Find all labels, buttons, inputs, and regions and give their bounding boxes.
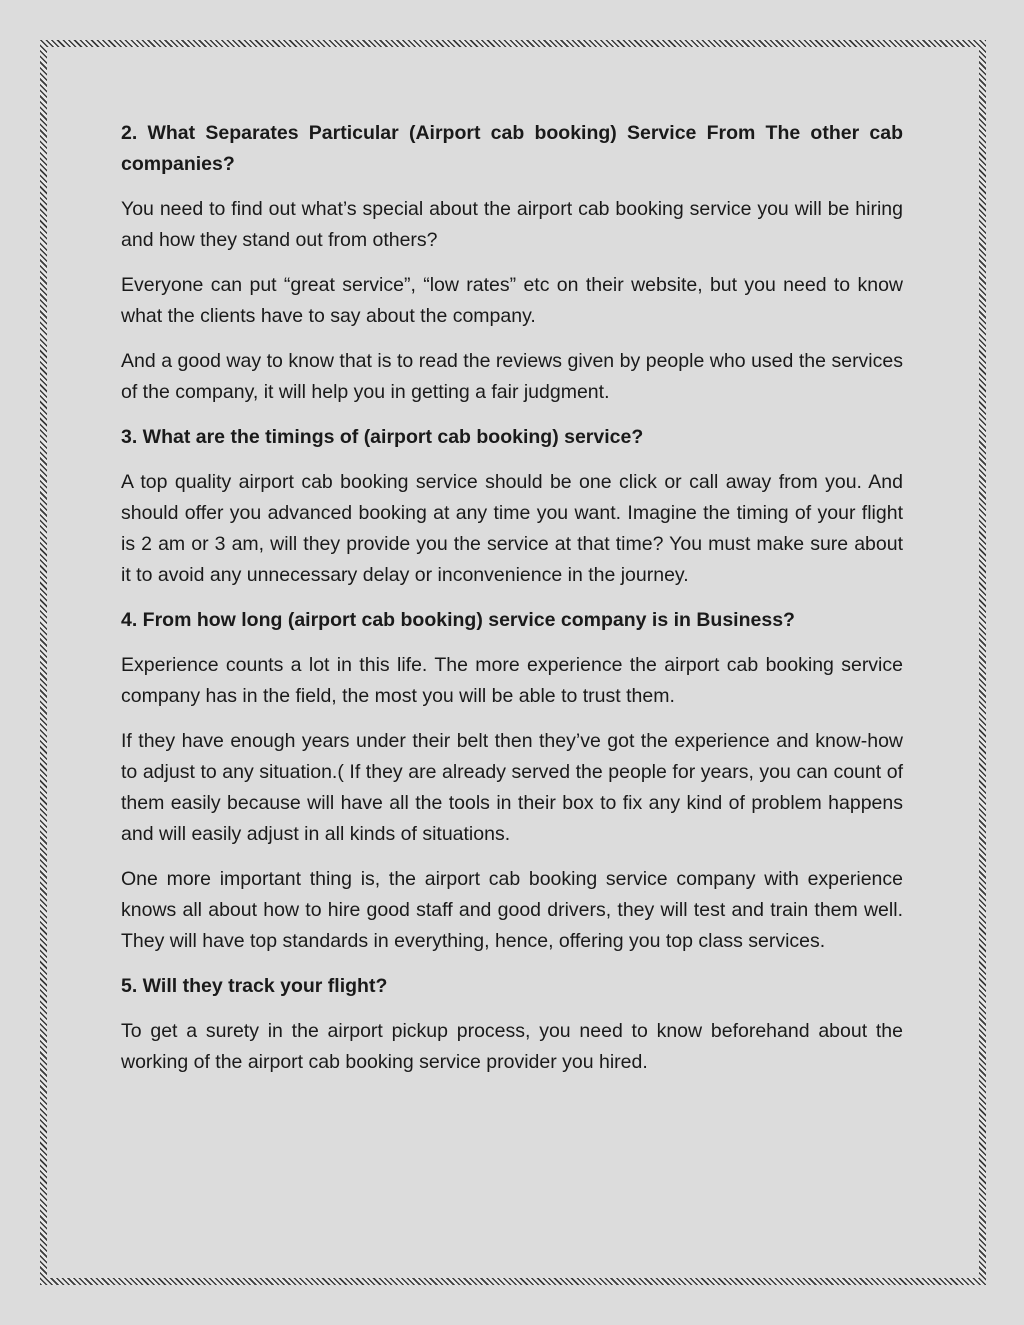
section-heading: 3. What are the timings of (airport cab booking) service? [121, 426, 644, 448]
paragraph: A top quality airport cab booking service should be one click or call away from you. And should offer you advanced booking at any time you want. Imagine the timing of your flight is 2 am or 3 am, will they provide you the service at that time? You must make sure about it to avoid any unnecessary delay or inconvenience in the journey. [121, 471, 903, 586]
paragraph: One more important thing is, the airport cab booking service company with experience knows all about how to hire good staff and good drivers, they will test and train them well. They will have top standards in everything, hence, offering you top class services. [121, 868, 903, 952]
document-body [121, 118, 903, 1092]
paragraph: You need to find out what’s special about the airport cab booking service you will be hiring and how they stand out from others? [121, 198, 903, 251]
section-4 [121, 605, 903, 957]
paragraph: To get a surety in the airport pickup process, you need to know beforehand about the working of the airport cab booking service provider you hired. [121, 1020, 903, 1073]
paragraph: Experience counts a lot in this life. The more experience the airport cab booking service company has in the field, the most you will be able to trust them. [121, 654, 903, 707]
section-heading: 5. Will they track your flight? [121, 975, 388, 997]
section-heading: 2. What Separates Particular (Airport cab booking) Service From The other cab companies? [121, 122, 903, 175]
section-2 [121, 118, 903, 408]
paragraph: And a good way to know that is to read the reviews given by people who used the services of the company, it will help you in getting a fair judgment. [121, 350, 903, 403]
section-5 [121, 971, 903, 1078]
section-3 [121, 422, 903, 591]
paragraph: If they have enough years under their belt then they’ve got the experience and know-how to adjust to any situation.( If they are already served the people for years, you can count of them easily because will have all the tools in their box to fix any kind of problem happens and will easily adjust in all kinds of situations. [121, 730, 903, 845]
section-heading: 4. From how long (airport cab booking) service company is in Business? [121, 609, 795, 631]
paragraph: Everyone can put “great service”, “low rates” etc on their website, but you need to know what the clients have to say about the company. [121, 274, 903, 327]
